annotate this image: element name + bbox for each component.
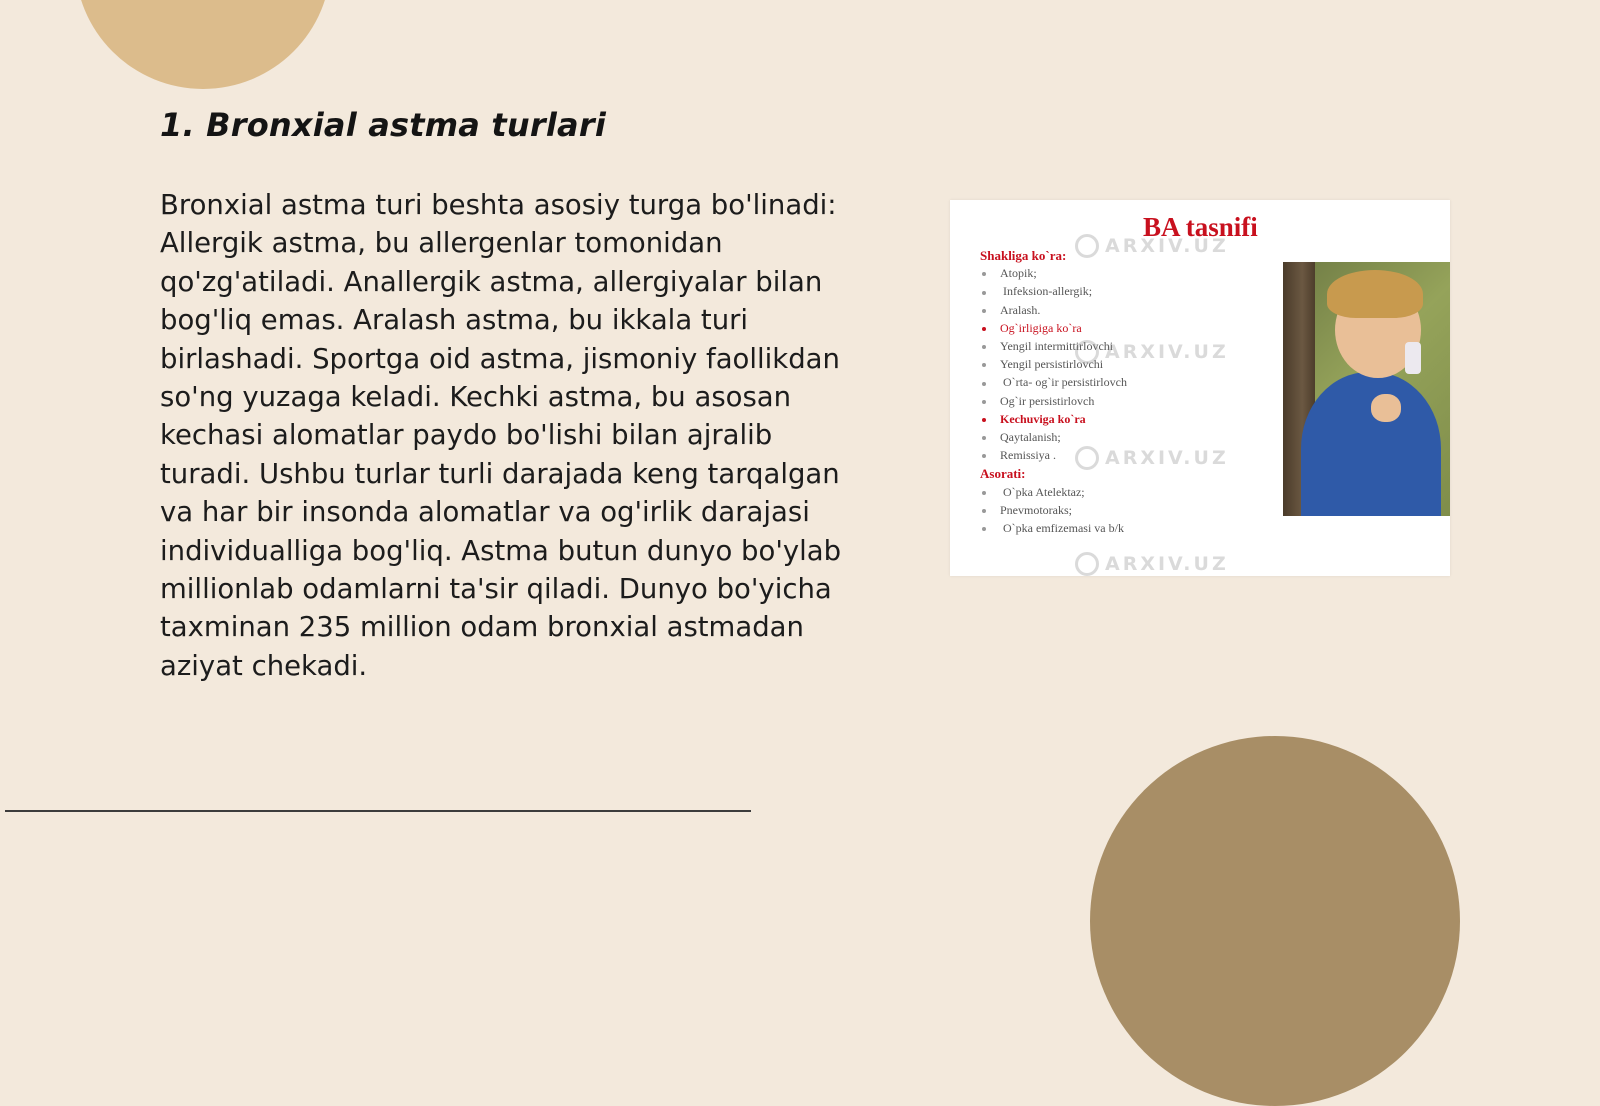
- watermark-ring-icon: [1075, 340, 1099, 364]
- bullet-icon: [980, 266, 1000, 281]
- image-title: BA tasnifi: [1143, 212, 1258, 242]
- list-item-text: O`pka Atelektaz;: [1000, 484, 1085, 499]
- list-item: [980, 430, 1061, 445]
- horizontal-divider: [5, 810, 751, 812]
- list-item-text: Kechuviga ko`ra: [1000, 411, 1086, 426]
- watermark: [1075, 234, 1229, 258]
- bullet-dot-icon: [982, 509, 986, 513]
- inhaler-icon: [1405, 342, 1421, 374]
- bullet-icon: [980, 284, 1000, 299]
- child-hand: [1371, 394, 1401, 422]
- list-item: [980, 303, 1040, 318]
- list-item-text: Asorati:: [980, 466, 1026, 482]
- bullet-dot-icon: [982, 454, 986, 458]
- bullet-icon: [980, 430, 1000, 445]
- bullet-icon: [980, 412, 1000, 427]
- watermark-text: ARXIV.UZ: [1105, 235, 1229, 257]
- list-item: [980, 412, 1086, 427]
- bullet-dot-icon: [982, 418, 986, 422]
- watermark-text: ARXIV.UZ: [1105, 553, 1229, 575]
- page-title: 1. Bronxial astma turlari: [160, 106, 606, 144]
- list-item-text: Og`irligiga ko`ra: [1000, 320, 1082, 335]
- bullet-dot-icon: [982, 309, 986, 313]
- classification-image: [950, 200, 1450, 576]
- watermark-ring-icon: [1075, 446, 1099, 470]
- list-item: [980, 394, 1094, 409]
- bullet-dot-icon: [982, 291, 986, 295]
- list-item-text: Og`ir persistirlovch: [1000, 393, 1095, 408]
- bullet-icon: [980, 303, 1000, 318]
- bullet-icon: [980, 339, 1000, 354]
- decorative-circle-bottom: [1090, 736, 1460, 1106]
- list-item-text: Infeksion-allergik;: [1000, 284, 1093, 299]
- list-item-text: Atopik;: [1000, 266, 1037, 281]
- watermark-text: ARXIV.UZ: [1105, 341, 1229, 363]
- watermark: [1075, 552, 1229, 576]
- child-with-inhaler-photo: [1283, 262, 1450, 516]
- watermark-ring-icon: [1075, 234, 1099, 258]
- list-item: [980, 448, 1056, 463]
- list-item-text: O`pka emfizemasi va b/k: [1000, 521, 1124, 535]
- bullet-dot-icon: [982, 272, 986, 276]
- bullet-dot-icon: [982, 436, 986, 440]
- bullet-icon: [980, 357, 1000, 372]
- list-item-text: Aralash.: [1000, 302, 1041, 317]
- bullet-icon: [980, 394, 1000, 409]
- bullet-icon: [980, 375, 1000, 390]
- list-item: [980, 266, 1037, 281]
- bullet-icon: [980, 321, 1000, 336]
- list-item-text: Shakliga ko`ra:: [980, 248, 1067, 263]
- bullet-dot-icon: [982, 363, 986, 367]
- list-heading: [980, 466, 1026, 482]
- watermark-ring-icon: [1075, 552, 1099, 576]
- body-paragraph: Bronxial astma turi beshta asosiy turga bo'linadi: Allergik astma, bu allergenlar tomonidan qo'zg'atiladi. Anallergik astma, allergiyalar bilan bog'liq emas. Aralash astma, bu ikkala turi birlashadi. Sportga oid astma, jismoniy faollikdan so'ng yuzaga keladi. Kechki astma, bu asosan kechasi alomatlar paydo bo'lishi bilan ajralib turadi. Ushbu turlar turli darajada keng tarqalgan va har bir insonda alomatlar va og'irlik darajasi individualliga bog'liq. Astma butun dunyo bo'ylab millionlab odamlarni ta'sir qiladi. Dunyo bo'yicha taxminan 235 million odam bronxial astmadan aziyat chekadi.: [160, 189, 842, 682]
- watermark: [1075, 340, 1229, 364]
- list-item: [980, 521, 1124, 536]
- list-item-text: Yengil persistirlovchi: [1000, 357, 1104, 372]
- bullet-dot-icon: [982, 491, 986, 495]
- bullet-icon: [980, 503, 1000, 518]
- watermark-text: ARXIV.UZ: [1105, 447, 1229, 469]
- bullet-dot-icon: [982, 382, 986, 386]
- bullet-dot-icon: [982, 400, 986, 404]
- list-item-text: Yengil intermittirlovchi: [1000, 339, 1114, 353]
- child-hair: [1327, 270, 1423, 318]
- list-item-text: Pnevmotoraks;: [1000, 502, 1072, 517]
- bullet-icon: [980, 485, 1000, 500]
- decorative-circle-top: [75, 0, 331, 89]
- list-item: [980, 375, 1127, 390]
- bullet-icon: [980, 521, 1000, 536]
- list-heading: [980, 248, 1066, 264]
- bullet-icon: [980, 448, 1000, 463]
- list-item-text: O`rta- og`ir persistirlovch: [1000, 375, 1127, 390]
- list-item: [980, 503, 1072, 518]
- list-item: [980, 485, 1085, 500]
- list-item-text: Qaytalanish;: [1000, 430, 1061, 444]
- list-item: [980, 321, 1082, 336]
- bullet-dot-icon: [982, 527, 986, 531]
- bullet-dot-icon: [982, 345, 986, 349]
- watermark: [1075, 446, 1229, 470]
- list-item: [980, 284, 1092, 299]
- bullet-dot-icon: [982, 327, 986, 331]
- blue-shirt: [1301, 372, 1441, 516]
- list-item-text: Remissiya .: [1000, 448, 1056, 463]
